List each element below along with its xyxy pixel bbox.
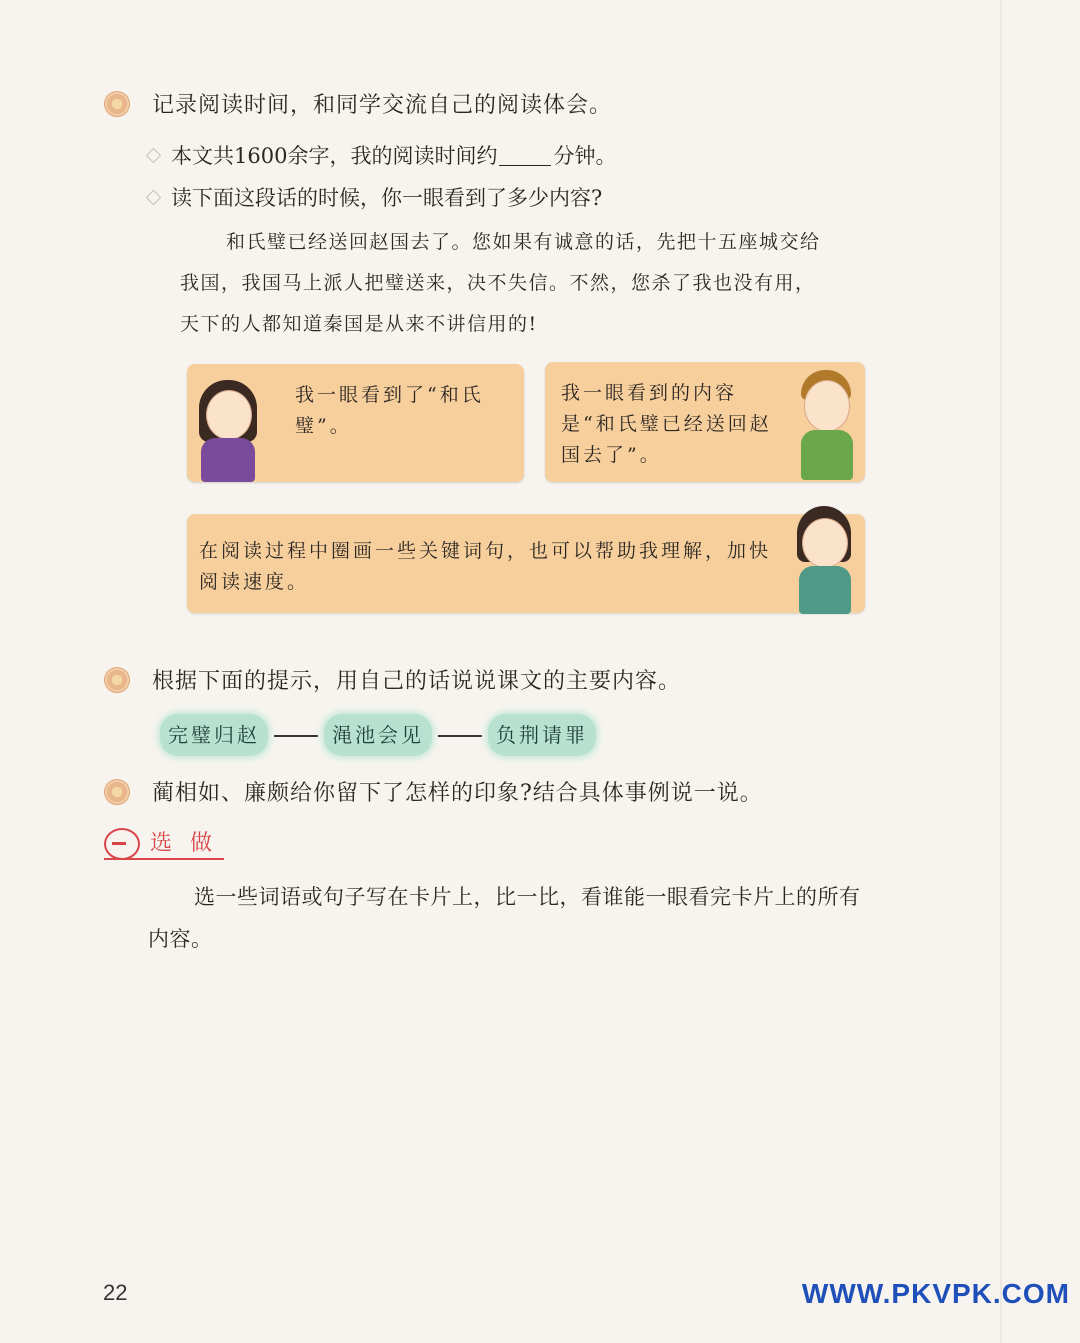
optional-activity-underline <box>104 858 224 860</box>
girl-bubble-text: 我一眼看到了“和氏璧”。 <box>295 384 484 437</box>
question-1-sub-2 <box>148 182 602 212</box>
question-1-sub-1 <box>148 140 616 170</box>
question-2-text: 根据下面的提示，用自己的话说说课文的主要内容。 <box>152 669 682 694</box>
passage-line-1: 和氏璧已经送回赵国去了。您如果有诚意的话，先把十五座城交给 <box>226 231 821 253</box>
question-3-text: 蔺相如、廉颇给你留下了怎样的印象?结合具体事例说一说。 <box>152 781 763 806</box>
watermark: WWW.PKVPK.COM <box>801 1278 1070 1309</box>
boy-bubble-text: 我一眼看到的内容是“和氏璧已经送回赵国去了”。 <box>561 382 772 466</box>
optional-activity-text <box>148 876 878 960</box>
optional-activity-paragraph: 选一些词语或句子写在卡片上，比一比，看谁能一眼看完卡片上的所有内容。 <box>148 885 861 951</box>
page-edge <box>1000 0 1002 1343</box>
passage-line-3: 天下的人都知道秦国是从来不讲信用的! <box>180 313 538 335</box>
teacher-speech-bubble <box>187 514 865 613</box>
question-2 <box>104 664 681 695</box>
sub-2-text: 读下面这段话的时候，你一眼看到了多少内容? <box>171 186 603 210</box>
optional-activity-label: 选做 <box>150 831 231 856</box>
diamond-bullet-icon <box>146 147 162 163</box>
question-3 <box>104 776 763 807</box>
flower-bullet-icon <box>104 667 130 693</box>
sub-1-after: 分钟。 <box>553 144 617 168</box>
hint-dash <box>274 735 318 737</box>
question-1-text: 记录阅读时间，和同学交流自己的阅读体会。 <box>152 93 613 118</box>
girl-speech-bubble <box>187 364 524 482</box>
question-1 <box>104 88 612 119</box>
hint-tag-2: 渑池会见 <box>324 714 432 756</box>
flower-bullet-icon <box>104 779 130 805</box>
boy-speech-bubble <box>545 362 865 482</box>
passage-line-2: 我国，我国马上派人把璧送来，决不失信。不然，您杀了我也没有用， <box>180 272 816 294</box>
reading-passage <box>180 222 880 345</box>
sub-1-before: 本文共1600余字，我的阅读时间约 <box>171 144 498 168</box>
diamond-bullet-icon <box>146 189 162 205</box>
hint-dash <box>438 735 482 737</box>
flower-bullet-icon <box>104 91 130 117</box>
answer-blank[interactable] <box>499 145 551 166</box>
hint-tag-1: 完璧归赵 <box>160 714 268 756</box>
page-number: 22 <box>103 1280 128 1305</box>
hint-tag-3: 负荆请罪 <box>488 714 596 756</box>
teacher-bubble-text: 在阅读过程中圈画一些关键词句，也可以帮助我理解，加快阅读速度。 <box>199 540 772 593</box>
optional-activity-icon <box>104 828 140 860</box>
